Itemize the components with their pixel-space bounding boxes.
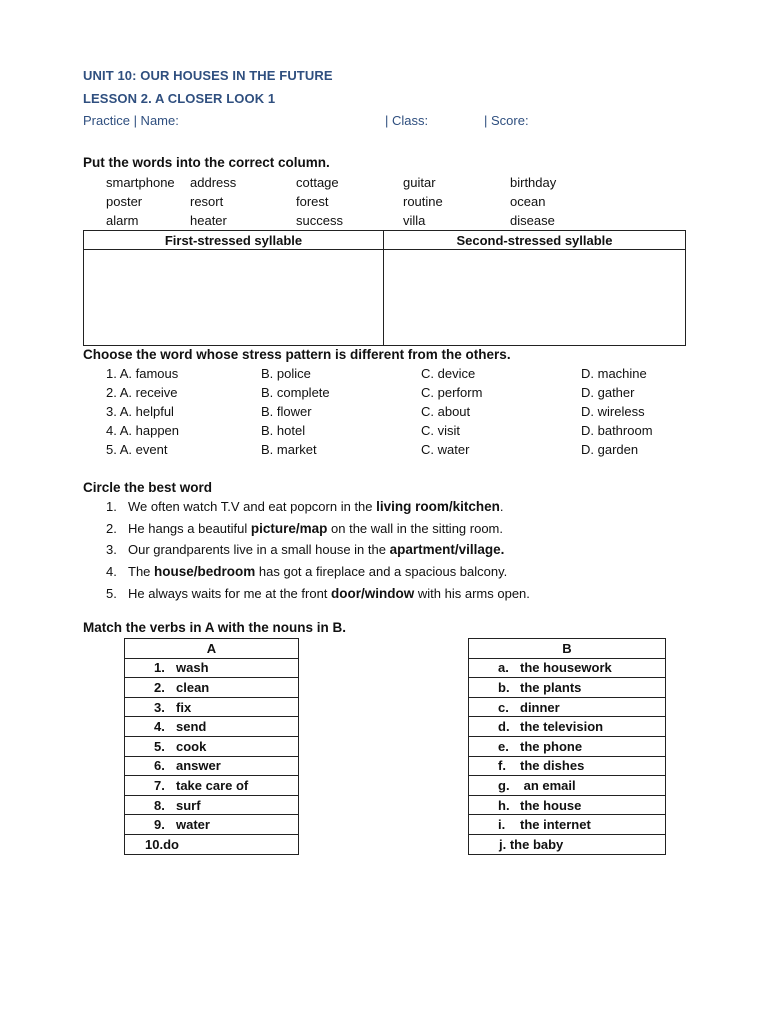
word-item: heater <box>190 213 227 228</box>
circle-item-text: . <box>499 499 504 514</box>
match-a-number: 3. <box>154 699 165 715</box>
circle-item-text: Our grandparents live in a small house in the <box>128 542 390 558</box>
score-label: | Score: <box>484 113 529 128</box>
choice-option[interactable]: B. complete <box>261 385 330 400</box>
match-a-text: water <box>176 817 210 833</box>
choice-option[interactable]: B. hotel <box>261 423 306 438</box>
choice-option[interactable]: B. police <box>261 366 311 381</box>
match-a-row[interactable] <box>125 815 299 835</box>
match-b-text: an email <box>520 777 576 793</box>
circle-item-number: 5. <box>106 585 117 601</box>
circle-item <box>128 521 503 536</box>
match-b-text: dinner <box>520 699 560 715</box>
choice-option[interactable]: 4. A. happen <box>106 423 180 438</box>
match-a-row[interactable] <box>125 697 299 717</box>
word-item: success <box>296 213 343 228</box>
match-a-row[interactable] <box>125 834 299 854</box>
match-a-number: 9. <box>154 817 165 833</box>
match-b-row[interactable] <box>469 658 666 678</box>
second-stressed-header: Second-stressed syllable <box>384 231 686 250</box>
match-a-number: 4. <box>154 719 165 735</box>
match-b-text: the dishes <box>520 758 585 774</box>
circle-item-text: has got a fireplace and a spacious balcony. <box>255 564 508 580</box>
circle-item <box>128 586 530 601</box>
choice-option[interactable]: 1. A. famous <box>106 366 179 381</box>
match-b-number: g. <box>498 777 510 793</box>
match-b-number: j. the baby <box>499 836 564 852</box>
match-b-number: c. <box>498 699 509 715</box>
match-a-row[interactable] <box>125 678 299 698</box>
circle-options[interactable]: door/window <box>331 585 415 601</box>
circle-item-text: He hangs a beautiful <box>128 520 251 536</box>
match-b-number: f. <box>498 758 506 774</box>
match-a-text: fix <box>176 699 192 715</box>
circle-item <box>128 499 504 514</box>
word-item: guitar <box>403 175 436 190</box>
match-a-number: 1. <box>154 660 165 676</box>
match-b-row[interactable] <box>469 815 666 835</box>
match-table-a <box>124 638 299 855</box>
match-a-number: 7. <box>154 777 165 793</box>
word-item: cottage <box>296 175 339 190</box>
choice-option[interactable]: C. water <box>421 442 470 457</box>
choice-option[interactable]: D. gather <box>581 385 635 400</box>
circle-item <box>128 542 504 557</box>
match-a-row[interactable] <box>125 776 299 796</box>
choice-option[interactable]: D. bathroom <box>581 423 653 438</box>
circle-item-number: 1. <box>106 499 117 514</box>
circle-item-number: 4. <box>106 564 117 580</box>
match-b-row[interactable] <box>469 717 666 737</box>
choice-option[interactable]: B. market <box>261 442 317 457</box>
circle-item <box>128 564 507 579</box>
class-label: | Class: <box>385 113 429 128</box>
match-b-number: h. <box>498 797 510 813</box>
match-a-row[interactable] <box>125 658 299 678</box>
match-b-number: b. <box>498 679 510 695</box>
choice-option[interactable]: C. perform <box>421 385 483 400</box>
choice-option[interactable]: D. wireless <box>581 404 645 419</box>
choice-option[interactable]: 2. A. receive <box>106 385 178 400</box>
match-b-row[interactable] <box>469 756 666 776</box>
word-item: smartphone <box>106 175 175 190</box>
match-b-row[interactable] <box>469 776 666 796</box>
match-a-number: 10.do <box>145 836 179 852</box>
match-a-text: wash <box>176 660 209 676</box>
section4-title: Match the verbs in A with the nouns in B. <box>83 620 347 635</box>
match-b-number: e. <box>498 738 509 754</box>
circle-item-text: on the wall in the sitting room. <box>327 520 503 536</box>
section3-title: Circle the best word <box>83 480 213 495</box>
match-a-row[interactable] <box>125 736 299 756</box>
unit-title: UNIT 10: OUR HOUSES IN THE FUTURE <box>83 68 333 83</box>
choice-option[interactable]: D. machine <box>581 366 647 381</box>
match-b-number: a. <box>498 660 509 676</box>
match-a-number: 5. <box>154 738 165 754</box>
match-a-text: send <box>176 719 207 735</box>
match-b-text: the plants <box>520 679 582 695</box>
match-b-row[interactable] <box>469 678 666 698</box>
circle-item-text: He always waits for me at the front <box>128 585 332 601</box>
word-item: villa <box>403 213 426 228</box>
word-item: alarm <box>106 213 139 228</box>
match-a-row[interactable] <box>125 795 299 815</box>
match-b-text: the house <box>520 797 582 813</box>
match-a-number: 6. <box>154 758 165 774</box>
match-a-text: surf <box>176 797 201 813</box>
match-b-text: the housework <box>520 660 612 676</box>
choice-option[interactable]: C. visit <box>421 423 460 438</box>
choice-option[interactable]: C. device <box>421 366 476 381</box>
lesson-title: LESSON 2. A CLOSER LOOK 1 <box>83 91 276 106</box>
circle-item-text: We often watch T.V and eat popcorn in the <box>128 499 377 514</box>
circle-item-text: The <box>128 564 155 580</box>
word-item: ocean <box>510 194 546 209</box>
match-a-text: cook <box>176 738 207 754</box>
match-a-text: answer <box>176 758 221 774</box>
word-item: poster <box>106 194 143 209</box>
match-b-row[interactable] <box>469 736 666 756</box>
circle-item-number: 3. <box>106 542 117 558</box>
section2-title: Choose the word whose stress pattern is different from the others. <box>83 347 511 362</box>
first-stressed-header: First-stressed syllable <box>84 231 384 250</box>
match-a-number: 2. <box>154 679 165 695</box>
match-a-number: 8. <box>154 797 165 813</box>
match-b-text: the internet <box>520 817 591 833</box>
first-stressed-cell[interactable] <box>84 250 384 346</box>
match-a-row[interactable] <box>125 756 299 776</box>
match-a-text: take care of <box>176 777 249 793</box>
circle-item-text: with his arms open. <box>414 585 530 601</box>
section1-title: Put the words into the correct column. <box>83 155 330 170</box>
choice-option[interactable]: 5. A. event <box>106 442 168 457</box>
practice-name-label: Practice | Name: <box>83 113 179 128</box>
match-b-row[interactable] <box>469 795 666 815</box>
circle-options[interactable]: apartment/village. <box>389 542 505 558</box>
word-item: address <box>190 175 237 190</box>
word-item: forest <box>296 194 329 209</box>
circle-options[interactable]: living room/kitchen <box>376 499 500 514</box>
circle-item-number: 2. <box>106 520 117 536</box>
word-item: birthday <box>510 175 557 190</box>
match-b-text: the television <box>520 719 604 735</box>
match-b-number: i. <box>498 817 506 833</box>
choice-option[interactable]: 3. A. helpful <box>106 404 174 419</box>
choice-option[interactable]: C. about <box>421 404 471 419</box>
col-a-header: A <box>125 639 299 659</box>
choice-option[interactable]: D. garden <box>581 442 639 457</box>
match-b-row[interactable] <box>469 834 666 854</box>
second-stressed-cell[interactable] <box>384 250 686 346</box>
word-item: resort <box>190 194 224 209</box>
word-item: routine <box>403 194 443 209</box>
match-b-text: the phone <box>520 738 583 754</box>
match-a-text: clean <box>176 679 210 695</box>
word-item: disease <box>510 213 555 228</box>
match-b-number: d. <box>498 719 510 735</box>
circle-options[interactable]: house/bedroom <box>154 564 256 580</box>
match-table-b <box>468 638 666 855</box>
stress-table <box>83 230 686 346</box>
circle-options[interactable]: picture/map <box>250 520 328 536</box>
col-b-header: B <box>469 639 666 659</box>
match-b-row[interactable] <box>469 697 666 717</box>
match-a-row[interactable] <box>125 717 299 737</box>
choice-option[interactable]: B. flower <box>261 404 312 419</box>
